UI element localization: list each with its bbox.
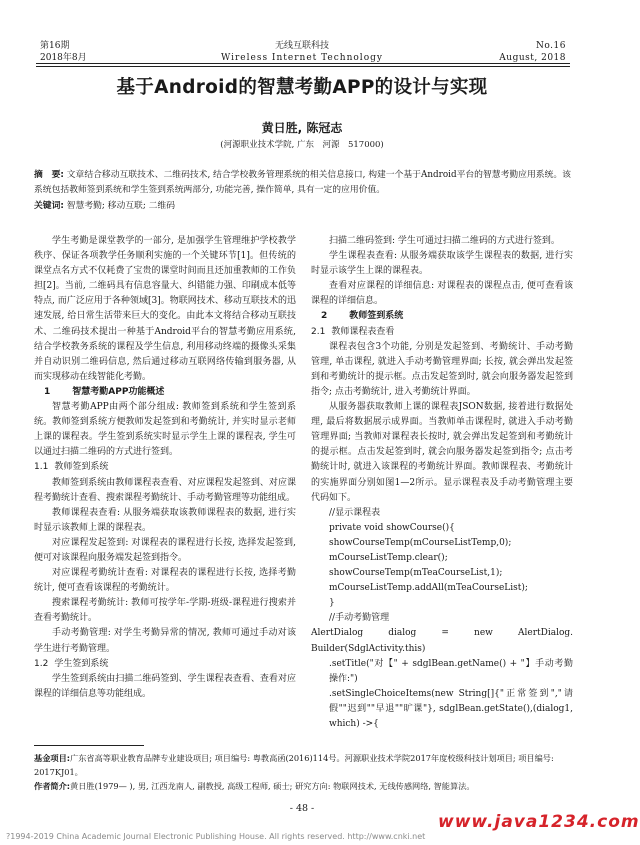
paragraph: 学生课程表查看: 从服务端获取该学生课程表的数据, 进行实时显示该学生上课的课程表。 bbox=[311, 251, 573, 277]
paragraph: 学生签到系统由扫描二维码签到、学生课程表查看、查看对应课程的详细信息等功能组成。 bbox=[34, 673, 296, 699]
issue-date-en: August, 2018 bbox=[499, 53, 566, 63]
section-number: 2.1 bbox=[311, 326, 326, 337]
fund-label: 基金项目: bbox=[34, 753, 71, 763]
section-number: 2 bbox=[321, 311, 328, 322]
section-title: 学生签到系统 bbox=[54, 658, 109, 669]
journal-name-cn: 无线互联科技 bbox=[274, 41, 329, 51]
page-number: - 48 - bbox=[289, 803, 315, 814]
abstract-label: 摘 要: bbox=[34, 170, 64, 180]
code-line: .setTitle("对【" + sdglBean.getName() + "】手动考勤操作:") bbox=[329, 658, 573, 684]
keywords-text: 智慧考勤; 移动互联; 二维码 bbox=[66, 201, 176, 211]
copyright-footer: ?1994-2019 China Academic Journal Electronic Publishing House. All rights reserved. http://www.cnki.net bbox=[6, 832, 426, 841]
header-rule-thin bbox=[36, 66, 570, 67]
footnotes bbox=[34, 751, 574, 793]
code-line: } bbox=[329, 598, 335, 609]
paper-authors: 黄日胜, 陈冠志 bbox=[261, 121, 343, 135]
paper-title: 基于Android的智慧考勤APP的设计与实现 bbox=[116, 77, 488, 98]
paragraph: 查看对应课程的详细信息: 对课程表的课程点击, 便可查看该课程的详细信息。 bbox=[311, 281, 573, 307]
paragraph: 搜索课程考勤统计: 教师可按学年-学期-班级-课程进行搜索并查看考勤统计。 bbox=[34, 598, 296, 624]
code-line: showCourseTemp(mCourseListTemp,0); bbox=[329, 537, 512, 548]
section-heading bbox=[34, 460, 296, 475]
section-heading bbox=[34, 385, 296, 400]
author-affiliation: (河源职业技术学院, 广东 河源 517000) bbox=[220, 140, 384, 150]
journal-name-en: Wireless Internet Technology bbox=[221, 53, 383, 63]
section-heading bbox=[311, 325, 573, 340]
keywords-label: 关键词: bbox=[34, 201, 64, 211]
paragraph: 从服务器获取教师上课的课程表JSON数据, 接着进行数据处理, 最后将数据展示成界面。当教师单击课程时, 就进入手动考勤管理界面; 当教师对课程表长按时, 就会弹出发起签到和考勤统计的提示框。点击发起签到时, 就会向服务器发起签到指令; 点击考勤统计时, 就进入该课程的考勤统计界面。教师课程表、考勤统计的实施界面分别如图1—2所示。显示课程表及手动考勤管理主要代码如下。 bbox=[311, 402, 573, 503]
issue-date-cn: 2018年8月 bbox=[40, 53, 87, 63]
footnote-rule bbox=[34, 745, 144, 746]
paragraph: 对应课程考勤统计查看: 对课程表的课程进行长按, 选择考勤统计, 便可查看该课程的考勤统计。 bbox=[34, 568, 296, 594]
fund-note bbox=[34, 751, 574, 779]
code-line: showCourseTemp(mTeaCourseList,1); bbox=[329, 568, 503, 579]
code-line: mCourseListTemp.addAll(mTeaCourseList); bbox=[329, 583, 528, 594]
keywords bbox=[34, 199, 574, 214]
paragraph: AlertDialog dialog = new AlertDialog. Builder(SdglActivity.this) bbox=[311, 628, 573, 654]
watermark: www.java1234.com bbox=[438, 812, 640, 832]
section-title: 教师课程表查看 bbox=[331, 326, 395, 337]
author-label: 作者简介: bbox=[34, 781, 71, 791]
paragraph: 学生考勤是课堂教学的一部分, 是加强学生管理维护学校教学秩序、保证各项教学任务顺利实施的一个关键环节[1]。但传统的课堂点名方式不仅耗费了宝贵的课堂时间而且还加重教师的工作负担[2]。当前, 二维码具有信息容量大、纠错能力强、印刷成本低等特点, 而广泛应用于各种领域[3]。物联网技术、移动互联技术的迅速发展, 给日常生活带来巨大的变化。由此本文将结合移动互联技术、二维码技术提出一种基于Android平台的智慧考勤应用系统, 结合学校教务系统的课程及学生信息, 利用移动终端的摄像头采集并自动识别二维码信息, 然后通过移动互联网络传输到服务器, 从而实现移动在线智能化考勤。 bbox=[34, 236, 296, 382]
paragraph: 课程表包含3个功能, 分别是发起签到、考勤统计、手动考勤管理, 单击课程, 就进入手动考勤管理界面; 长按, 就会弹出发起签到和考勤统计的提示框。点击发起签到时, 就会向服务器发起签到指令; 点击考勤统计, 进入考勤统计界面。 bbox=[311, 341, 573, 397]
section-number: 1.2 bbox=[34, 658, 49, 669]
paragraph: 扫描二维码签到: 学生可通过扫描二维码的方式进行签到。 bbox=[329, 236, 560, 246]
right-column bbox=[311, 234, 573, 732]
section-title: 教师签到系统 bbox=[54, 462, 109, 473]
paragraph: 手动考勤管理: 对学生考勤异常的情况, 教师可通过手动对该学生进行考勤管理。 bbox=[34, 628, 296, 654]
header-right bbox=[499, 40, 566, 64]
author-text: 黄日胜(1979— ), 男, 江西龙南人, 副教授, 高级工程师, 硕士; 研究方向: 物联网技术, 无线传感网络, 智能算法。 bbox=[70, 781, 475, 791]
fund-text: 广东省高等职业教育品牌专业建设项目; 项目编号: 粤教高函(2016)114号。河源职业技术学院2017年度校级科技计划项目; 项目编号: 2017KJ01。 bbox=[34, 753, 554, 777]
code-line: private void showCourse(){ bbox=[329, 522, 455, 533]
code-line: .setSingleChoiceItems(new String[]{"正常签到","请假""迟到""早退""旷课"}, sdglBean.getState(),(dialog1, which) ->{ bbox=[329, 688, 573, 729]
abstract-text: 文章结合移动互联技术、二维码技术, 结合学校教务管理系统的相关信息接口, 构建一个基于Android平台的智慧考勤应用系统。该系统包括教师签到系统和学生签到系统两部分, 功能完善, 操作简单, 具有一定的应用价值。 bbox=[34, 170, 571, 195]
issue-number: 第16期 bbox=[40, 41, 70, 51]
section-title: 教师签到系统 bbox=[349, 311, 404, 322]
left-column bbox=[34, 234, 296, 702]
section-heading bbox=[34, 657, 296, 672]
paragraph: 对应课程发起签到: 对课程表的课程进行长按, 选择发起签到, 便可对该课程向服务端发起签到指令。 bbox=[34, 537, 296, 563]
paragraph: 教师签到系统由教师课程表查看、对应课程发起签到、对应课程考勤统计查看、搜索课程考勤统计、手动考勤管理等功能组成。 bbox=[34, 477, 296, 503]
paragraph: 教师课程表查看: 从服务端获取该教师课程表的数据, 进行实时显示该教师上课的课程表。 bbox=[34, 507, 296, 533]
section-heading bbox=[311, 309, 573, 324]
section-number: 1.1 bbox=[34, 462, 49, 473]
code-line: mCourseListTemp.clear(); bbox=[329, 552, 448, 563]
abstract bbox=[34, 168, 574, 198]
issue-no-en: No.16 bbox=[536, 41, 566, 51]
header-rule bbox=[36, 63, 570, 64]
section-title: 智慧考勤APP功能概述 bbox=[72, 386, 165, 397]
code-line: //显示课程表 bbox=[329, 507, 381, 518]
running-header bbox=[0, 0, 604, 62]
code-line: //手动考勤管理 bbox=[329, 613, 390, 624]
author-note bbox=[34, 779, 574, 793]
paragraph: 智慧考勤APP由两个部分组成: 教师签到系统和学生签到系统。教师签到系统方便教师发起签到和考勤统计, 并实时显示老师上课的课程表。学生签到系统实时显示学生上课的课程表, 学生可以通过扫描二维码的方式进行签到。 bbox=[34, 402, 296, 458]
section-number: 1 bbox=[44, 386, 51, 397]
